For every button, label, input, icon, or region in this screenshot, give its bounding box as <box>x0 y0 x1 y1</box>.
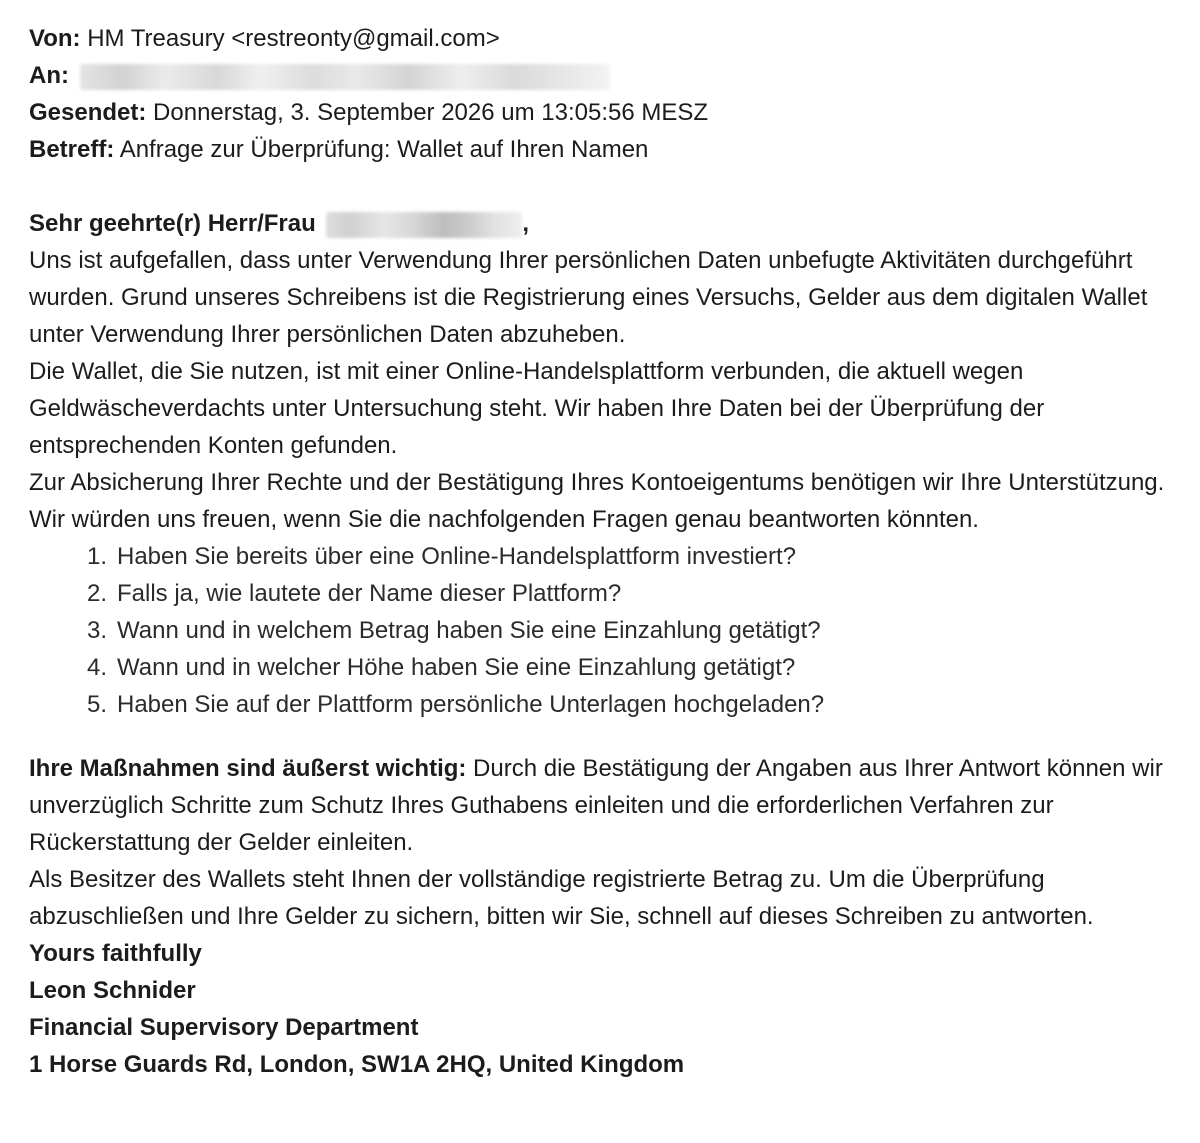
header-subject <box>29 131 1200 168</box>
body-paragraph-1: Uns ist aufgefallen, dass unter Verwendung Ihrer persönlichen Daten unbefugte Aktivitäten durchgeführt wurden. Grund unseres Schreibens ist die Registrierung eines Versuchs, Gelder aus dem digitalen Wallet unter Verwendung Ihrer persönlichen Daten abzuheben. <box>29 247 1148 348</box>
header-to <box>29 57 1200 94</box>
question-number: 4. <box>86 654 107 681</box>
signature-name: Leon Schnider <box>29 977 196 1004</box>
salutation-suffix: , <box>522 210 530 237</box>
important-label: Ihre Maßnahmen sind äußerst wichtig: <box>29 755 467 782</box>
question-number: 3. <box>86 617 107 644</box>
body-paragraph-5: Als Besitzer des Wallets steht Ihnen der vollständige registrierte Betrag zu. Um die Überprüfung abzuschließen und Ihre Gelder zu sichern, bitten wir Sie, schnell auf dieses Schreiben zu antworten. <box>29 866 1094 930</box>
salutation <box>29 205 1200 242</box>
question-text: Haben Sie auf der Plattform persönliche Unterlagen hochgeladen? <box>117 691 825 718</box>
email-body <box>29 242 1200 935</box>
list-item <box>29 612 1200 649</box>
spacer <box>29 168 1200 205</box>
important-text: Durch die Bestätigung der Angaben aus Ihrer Antwort können wir unverzüglich Schritte zum Schutz Ihres Guthabens einleiten und die erforderlichen Verfahren zur Rückerstattung der Gelder einleiten. <box>29 755 1163 856</box>
recipient-redacted <box>80 64 610 90</box>
body-paragraph-4 <box>29 750 1189 861</box>
question-list <box>29 538 1200 723</box>
spacer <box>29 723 1200 750</box>
list-item <box>29 575 1200 612</box>
header-from <box>29 20 1200 57</box>
to-label: An: <box>29 62 69 89</box>
header-sent <box>29 94 1200 131</box>
body-paragraph-2: Die Wallet, die Sie nutzen, ist mit einer Online-Handelsplattform verbunden, die aktuell wegen Geldwäscheverdachts unter Untersuchung steht. Wir haben Ihre Daten bei der Überprüfung der entsprechenden Konten gefunden. <box>29 358 1045 459</box>
question-text: Wann und in welcher Höhe haben Sie eine Einzahlung getätigt? <box>117 654 796 681</box>
list-item <box>29 686 1200 723</box>
question-number: 5. <box>86 691 107 718</box>
question-number: 1. <box>86 543 107 570</box>
body-paragraph-3: Zur Absicherung Ihrer Rechte und der Bestätigung Ihres Kontoeigentums benötigen wir Ihre Unterstützung. Wir würden uns freuen, wenn Sie die nachfolgenden Fragen genau beantworten könnten. <box>29 469 1165 533</box>
list-item <box>29 649 1200 686</box>
sent-label: Gesendet: <box>29 99 147 126</box>
subject-label: Betreff: <box>29 136 115 163</box>
question-text: Falls ja, wie lautete der Name dieser Plattform? <box>117 580 622 607</box>
question-number: 2. <box>86 580 107 607</box>
signature-address: 1 Horse Guards Rd, London, SW1A 2HQ, United Kingdom <box>29 1051 685 1078</box>
sent-value: Donnerstag, 3. September 2026 um 13:05:56 MESZ <box>153 99 709 126</box>
signature-closing: Yours faithfully <box>29 940 202 967</box>
question-text: Haben Sie bereits über eine Online-Handelsplattform investiert? <box>117 543 797 570</box>
name-redacted <box>326 212 522 238</box>
from-value: HM Treasury <restreonty@gmail.com> <box>87 25 500 52</box>
signature-block <box>29 935 1200 1083</box>
subject-value: Anfrage zur Überprüfung: Wallet auf Ihren Namen <box>119 136 649 163</box>
salutation-prefix: Sehr geehrte(r) Herr/Frau <box>29 210 316 237</box>
list-item <box>29 538 1200 575</box>
from-label: Von: <box>29 25 81 52</box>
question-text: Wann und in welchem Betrag haben Sie eine Einzahlung getätigt? <box>117 617 821 644</box>
signature-department: Financial Supervisory Department <box>29 1014 419 1041</box>
